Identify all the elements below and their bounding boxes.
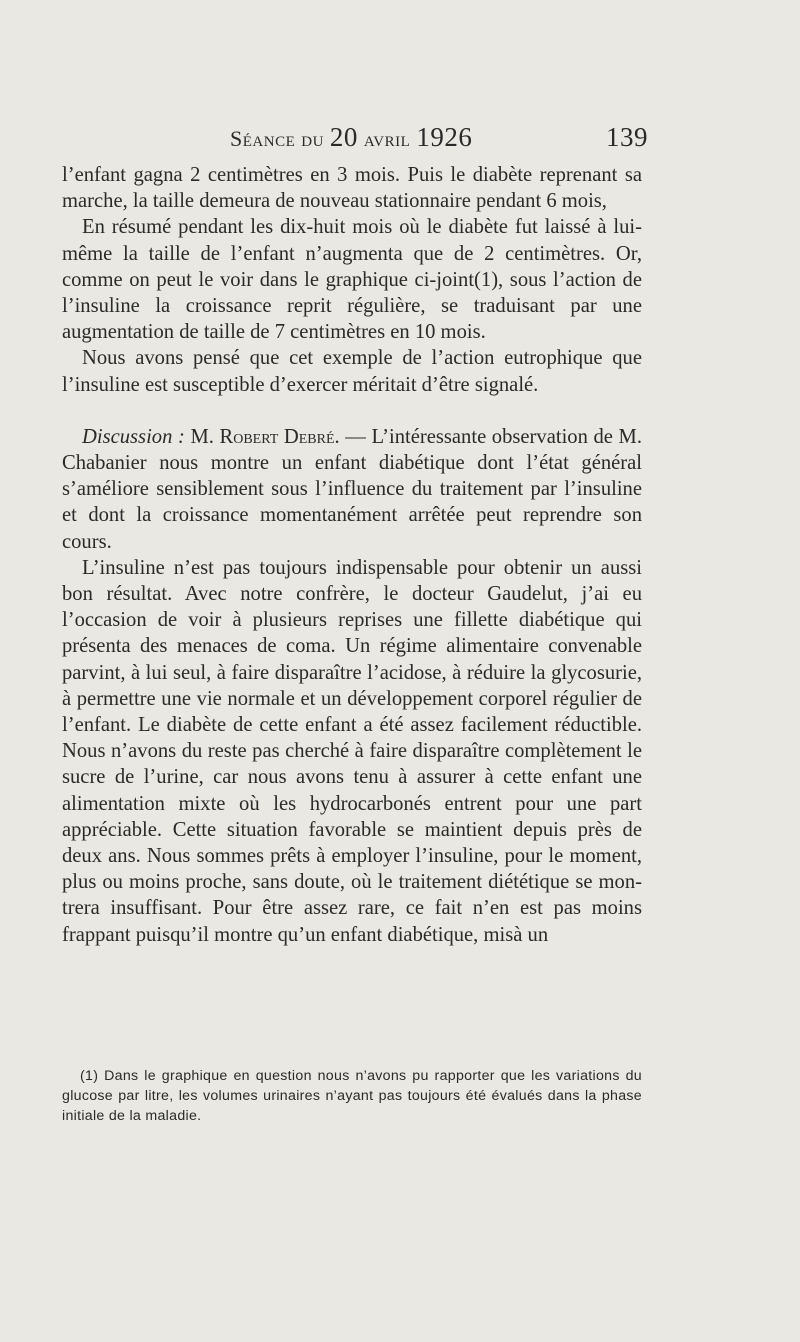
paragraph-discussion: Discussion : M. Robert Debré. — L’intéressante observation de M. Chabanier nous montre un enfant diabétique dont l’état général s’améliore sensiblement sous l’influence du traitement par l’insuline et dont la croissance momentanément arrêtée peut reprendre son cours. bbox=[62, 425, 642, 553]
speaker-name: Robert Debré bbox=[219, 425, 335, 448]
paragraph-3: Nous avons pensé que cet exemple de l’action eutrophique que l’insuline est susceptible d’exercer méritait d’être signalé. bbox=[62, 347, 642, 396]
running-title: Séance du 20 avril 1926 bbox=[230, 122, 473, 152]
body-text bbox=[62, 162, 642, 948]
footnote: (1) Dans le graphique en question nous n’avons pu rapporter que les variations du glucose par litre, les volumes urinaires n’ayant pas toujours été évalués dans la phase initiale de la maladie. bbox=[62, 1068, 642, 1124]
discussion-label: Discussion : bbox=[82, 425, 185, 448]
paragraph-1: l’enfant gagna 2 centimètres en 3 mois. Puis le diabète reprenant sa marche, la taille demeura de nouveau stationnaire pendant 6 mois, bbox=[62, 164, 642, 213]
paragraph-5: L’insuline n’est pas toujours indispensable pour obtenir un aussi bon résultat. Avec notre confrère, le docteur Gaudelut, j’ai eu l’occasion de voir à plusieurs reprises une fillette diabétique qui présenta des menaces de coma. Un régime alimentaire convenable parvint, à lui seul, à faire disparaître l’acidose, à réduire la glycosurie, à permettre une vie normale et un développement corporel régulier de l’enfant. Le diabète de cette enfant a été assez facilement réductible. Nous n’avons du reste pas cherché à faire disparaître complètement le sucre de l’urine, car nous avons tenu à assurer à cette enfant une alimentation mixte où les hydrocarbonés entrent pour une part appréciable. Cette situation favorable se maintient depuis près de deux ans. Nous sommes prêts à employer l’insuline, pour le moment, plus ou moins proche, sans doute, où le traitement diététique se montrera insuffisant. Pour être assez rare, ce fait n’en est pas moins frappant puisqu’il montre qu’un enfant diabétique, misà un bbox=[62, 556, 642, 946]
page-number: 139 bbox=[606, 122, 648, 152]
paragraph-2: En résumé pendant les dix-huit mois où le diabète fut laissé à lui-même la taille de l’enfant n’augmenta que de 2 centimètres. Or, comme on peut le voir dans le graphique ci-joint(1), sous l’action de l’insuline la croissance reprit régulière, se traduisant par une augmentation de taille de 7 centimètres en 10 mois. bbox=[62, 216, 642, 344]
